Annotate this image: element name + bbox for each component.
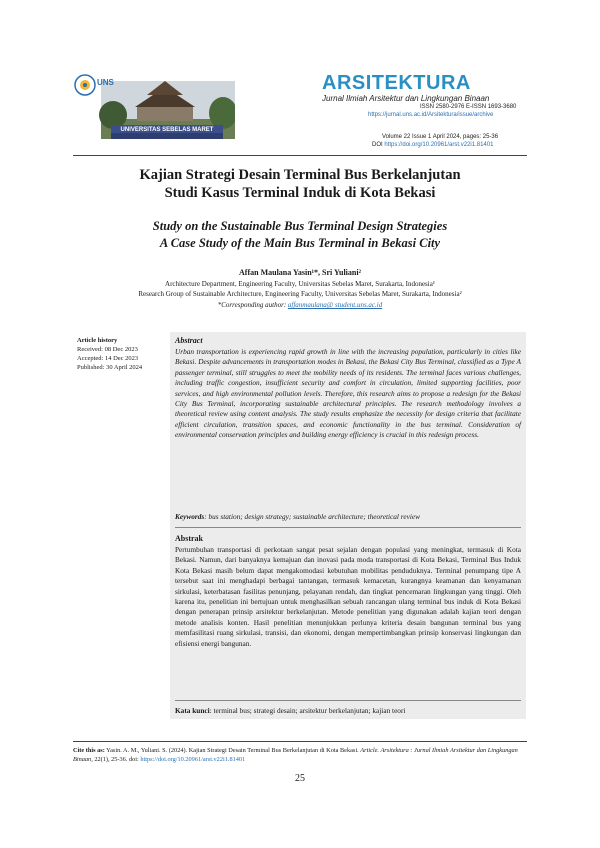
citation-journal: Article. Arsitektura : Jurnal Ilmiah Arsitektur dan Lingkungan Binaan <box>73 747 518 763</box>
affiliation-2: Research Group of Sustainable Architecture, Engineering Faculty, Universitas Sebelas Maret, Surakarta, Indonesia² <box>138 290 462 298</box>
journal-subtitle: Jurnal Ilmiah Arsitektur dan Lingkungan Binaan <box>322 94 490 103</box>
page-number: 25 <box>295 773 305 784</box>
doi-link[interactable]: https://doi.org/10.20961/arst.v22i1.81401 <box>384 142 494 148</box>
keywords-en <box>175 512 521 521</box>
keywords-id-text: : terminal bus; strategi desain; arsitektur berkelanjutan; kajian teori <box>209 706 406 715</box>
journal-name: ARSITEKTURA <box>322 72 471 94</box>
title-en-line1: Study on the Sustainable Bus Terminal Design Strategies <box>152 219 448 233</box>
abstract-id-title: Abstrak <box>175 534 204 543</box>
title-id-line1: Kajian Strategi Desain Terminal Bus Berkelanjutan <box>139 167 461 183</box>
abstract-divider <box>175 527 521 528</box>
citation-doi-link[interactable]: https://doi.org/10.20961/arst.v22i1.81401 <box>140 756 246 763</box>
journal-issn: ISSN 2580-2976 E-ISSN 1693-3680 <box>420 104 517 110</box>
history-published: Published: 30 April 2024 <box>77 364 143 371</box>
corresponding-author <box>40 301 560 309</box>
abstract-en-title: Abstract <box>175 336 203 345</box>
abstract-id-body: Pertumbuhan transportasi di perkotaan sangat pesat sejalan dengan populasi yang meningkat, termasuk di Kota Bekasi. Namun, dari banyaknya kemajuan dan inovasi pada moda transportasi di Kota Bekasi, Terminal Bus Induk Kota Bekasi masih belum dapat mengakomodasi kebutuhan mobilitas penduduknya. Terminal penumpang tipe A tersebut saat ini menghadapi berbagai tantangan, termasuk kemacetan, kurangnya keamanan dan kenyamanan sirkulasi, keterbatasan fasilitas penunjang, pelayanan rendah, dan tingkat pencemaran lingkungan yang tinggi. Oleh karena itu, penelitian ini bertujuan untuk menghasilkan sebuah rancangan ulang terminal bus induk di Kota Bekasi dengan penerapan prinsip arsitektur berkelanjutan. Metode penelitian yang digunakan adalah kajian teori dengan metode analisis konten. Hasil penelitian menunjukkan perlunya kriteria desain bangunan terminal bus yang memfasilitasi ruang sirkulasi, transisi, dan ekonomi, dengan mempertimbangkan prinsip konservasi lingkungan dan efisiensi energi bangunan. <box>175 545 521 648</box>
keywords-id-label: Kata kunci <box>175 706 210 715</box>
title-english <box>40 218 560 252</box>
doi-prefix: DOI <box>372 142 383 148</box>
journal-doi <box>372 142 493 148</box>
header-divider <box>73 155 527 156</box>
citation-label: Cite this as: <box>73 747 105 754</box>
title-indonesian <box>40 166 560 202</box>
journal-url-link[interactable]: https://jurnal.uns.ac.id/Arsitektura/issue/archive <box>368 112 494 118</box>
citation <box>73 746 533 764</box>
history-received: Received: 08 Dec 2023 <box>77 346 138 353</box>
photo-sign: UNIVERSITAS SEBELAS MARET <box>120 127 214 133</box>
history-accepted: Accepted: 14 Dec 2023 <box>77 355 139 362</box>
university-building-illustration <box>73 73 235 139</box>
corresponding-email-link[interactable]: affanmaulana@ student.uns.ac.id <box>287 301 383 309</box>
title-id-line2: Studi Kasus Terminal Induk di Kota Bekasi <box>164 185 436 201</box>
affiliation-1: Architecture Department, Engineering Faculty, Universitas Sebelas Maret, Surakarta, Indonesia¹ <box>165 280 435 288</box>
history-title: Article history <box>77 337 118 344</box>
journal-volume: Volume 22 Issue 1 April 2024, pages: 25-36 <box>382 134 499 140</box>
citation-rest: , 22(1), 25-36. doi: <box>91 756 141 763</box>
keywords-en-text: : bus station; design strategy; sustainable architecture; theoretical review <box>204 512 420 521</box>
title-en-line2: A Case Study of the Main Bus Terminal in Bekasi City <box>159 236 441 250</box>
abstract-en-body: Urban transportation is experiencing rapid growth in line with the increasing population, particularly in cities like Bekasi. Despite advancements in transportation modes in Bekasi, the Bekasi City Bus Terminal, classified as a Type A passenger terminal, still struggles to meet the mobility needs of its residents. The terminal faces various challenges, including traffic congestion, insufficient security and comfort in circulation, limited supporting facilities, poor services, and high environmental pollution levels. Therefore, this research aims to propose a redesign for the Bekasi City Bus Terminal, incorporating sustainable architectural principles. The research methodology involves a theoretical review using content analysis. The study results emphasize the necessity for design criteria that facilitate efficient circulation, transition spaces, and economic functionality in the bus terminal. Consideration of environmental conservation principles and building energy efficiency is crucial in this redesign process. <box>175 347 521 440</box>
citation-text: Yasin. A. M., Yuliani. S. (2024). Kajian Strategi Desain Terminal Bus Berkelanjutan di Kota Bekasi. <box>104 747 361 754</box>
authors: Affan Maulana Yasin¹*, Sri Yuliani² <box>239 268 361 277</box>
header-photo <box>73 73 235 139</box>
keywords-id <box>175 706 521 715</box>
uns-logo-text: UNS <box>97 78 114 87</box>
footer-divider <box>73 741 527 742</box>
article-history <box>77 336 167 372</box>
keywords-en-label: Keywords <box>175 512 205 521</box>
corresponding-label: *Corresponding author: <box>217 301 287 309</box>
keywords-divider <box>175 700 521 701</box>
